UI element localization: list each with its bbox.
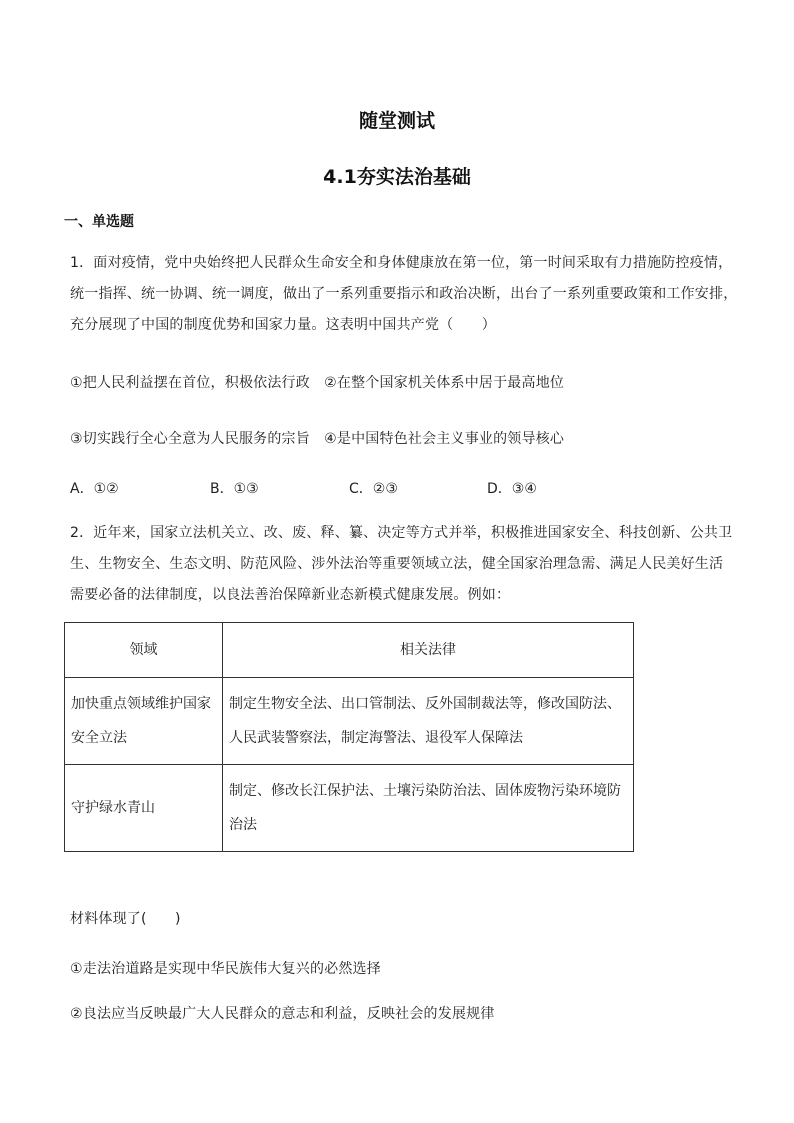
question-text-line: 生、生物安全、生态文明、防范风险、涉外法治等重要领域立法，健全国家治理急需、满足人民美好生活 [70, 556, 724, 572]
table-cell-field [65, 765, 223, 852]
table-header-field: 领域 [65, 623, 223, 678]
answer-option-a[interactable]: A．①② [70, 481, 119, 497]
statement-line: ①把人民利益摆在首位，积极依法行政 ②在整个国家机关体系中居于最高地位 [70, 375, 565, 391]
section-heading: 一、单选题 [64, 214, 134, 230]
law-table [64, 622, 634, 852]
table-cell-text: 制定生物安全法、出口管制法、反外国制裁法等，修改国防法、人民武装警察法，制定海警法、退役军人保障法 [229, 696, 621, 746]
answer-option-d[interactable]: D．③④ [487, 481, 537, 497]
answer-option-b[interactable]: B．①③ [210, 481, 259, 497]
question-text-line: 1．面对疫情，党中央始终把人民群众生命安全和身体健康放在第一位，第一时间采取有力措施防控疫情， [70, 255, 733, 271]
table-cell-text: 加快重点领域维护国家安全立法 [71, 696, 211, 746]
answer-option-c[interactable]: C．②③ [349, 481, 398, 497]
table-header-laws: 相关法律 [223, 623, 634, 678]
page-title: 随堂测试 [358, 110, 435, 132]
table-row [65, 765, 634, 852]
page-subtitle: 4.1夯实法治基础 [323, 166, 471, 188]
question-text-line: 需要必备的法律制度，以良法善治保障新业态新模式健康发展。例如： [70, 587, 511, 603]
table-cell-text: 守护绿水青山 [71, 800, 155, 816]
statement-line: ①走法治道路是实现中华民族伟大复兴的必然选择 [70, 961, 381, 977]
statement-line: ③切实践行全心全意为人民服务的宗旨 ④是中国特色社会主义事业的领导核心 [70, 431, 565, 447]
table-cell-field [65, 678, 223, 765]
question-text-line: 充分展现了中国的制度优势和国家力量。这表明中国共产党（ ） [70, 317, 496, 333]
table-row [65, 678, 634, 765]
table-cell-laws [223, 678, 634, 765]
question-text-line: 2．近年来，国家立法机关立、改、废、释、纂、决定等方式并举，积极推进国家安全、科技创新、公共卫 [70, 525, 733, 541]
table-cell-laws [223, 765, 634, 852]
question-stem: 材料体现了( ) [70, 911, 181, 927]
table-cell-text: 制定、修改长江保护法、土壤污染防治法、固体废物污染环境防治法 [229, 783, 621, 833]
statement-line: ②良法应当反映最广大人民群众的意志和利益，反映社会的发展规律 [70, 1006, 495, 1022]
question-text-line: 统一指挥、统一协调、统一调度，做出了一系列重要指示和政治决断，出台了一系列重要政策和工作安排， [70, 286, 738, 302]
table-header-row [65, 623, 634, 678]
